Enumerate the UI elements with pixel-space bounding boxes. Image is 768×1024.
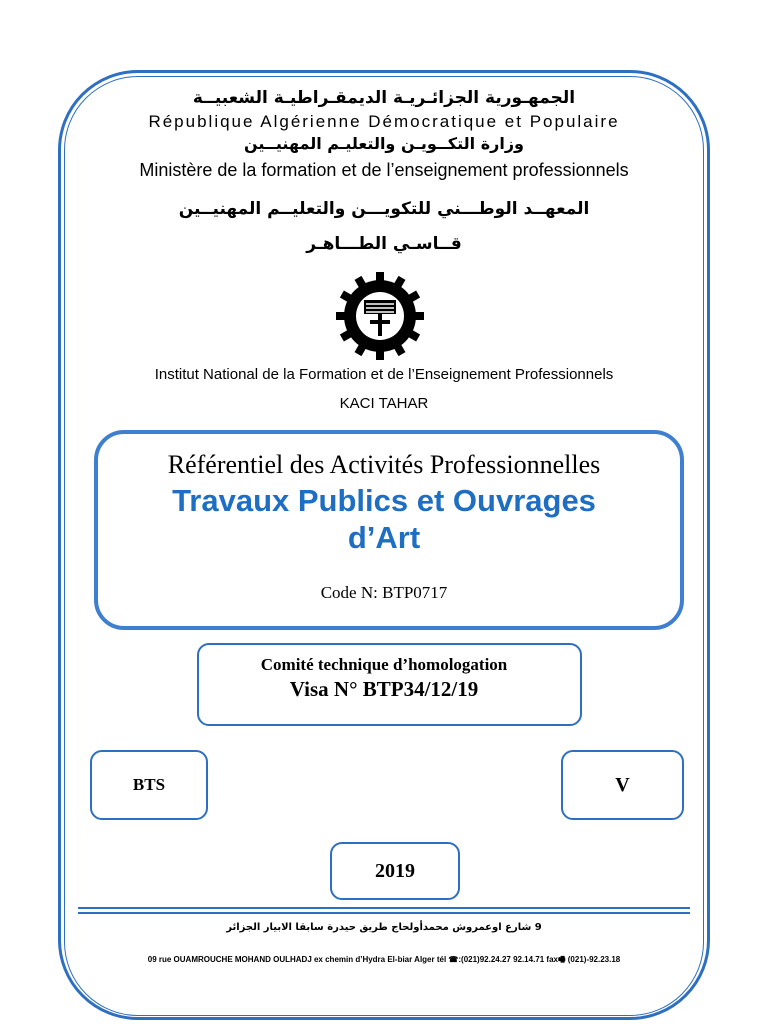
institute-name: Institut National de la Formation et de l’Enseignement Professionnels bbox=[154, 366, 614, 383]
arabic-ministry-heading: وزارة التكــويـن والتعليـم المهنيــين bbox=[244, 134, 524, 153]
document-title-line1: Travaux Publics et Ouvrages bbox=[172, 483, 596, 518]
document-code: Code N: BTP0717 bbox=[320, 583, 448, 602]
footer-address-arabic: 9 شارع اوعمروش محمدأولحاج طريق حيدرة سابقا الابيار الجزائر bbox=[226, 922, 542, 933]
footer-divider-bottom bbox=[78, 912, 690, 914]
footer-divider-top bbox=[78, 907, 690, 909]
year-box: 2019 bbox=[330, 842, 460, 900]
arabic-institute-name: قــاسـي الطـــاهـر bbox=[306, 234, 462, 254]
french-ministry-heading: Ministère de la formation et de l’enseignement professionnels bbox=[139, 160, 629, 180]
footer-address-french: 09 rue OUAMROUCHE MOHAND OULHADJ ex chemin d’Hydra El-biar Alger tél ☎:(021)92.24.27 92.14.71 fax🖷 (021)-92.23.18 bbox=[147, 955, 621, 964]
arabic-republic-heading: الجمهـورية الجزائـريـة الديمقـراطيـة الشعبيــة bbox=[192, 88, 576, 108]
level-v-box: V bbox=[561, 750, 684, 820]
referentiel-label: Référentiel des Activités Professionnelles bbox=[167, 450, 601, 479]
visa-number: Visa N° BTP34/12/19 bbox=[289, 677, 479, 701]
institute-subname: KACI TAHAR bbox=[339, 395, 429, 412]
level-bts-box: BTS bbox=[90, 750, 208, 820]
french-republic-heading: République Algérienne Démocratique et Populaire bbox=[148, 112, 620, 131]
arabic-institute-heading: المعهــد الوطـــني للتكويـــن والتعليــم المهنيــين bbox=[178, 199, 590, 219]
document-title-line2: d’Art bbox=[347, 520, 421, 555]
gear-emblem-icon bbox=[334, 270, 426, 362]
comite-label: Comité technique d’homologation bbox=[260, 655, 508, 674]
